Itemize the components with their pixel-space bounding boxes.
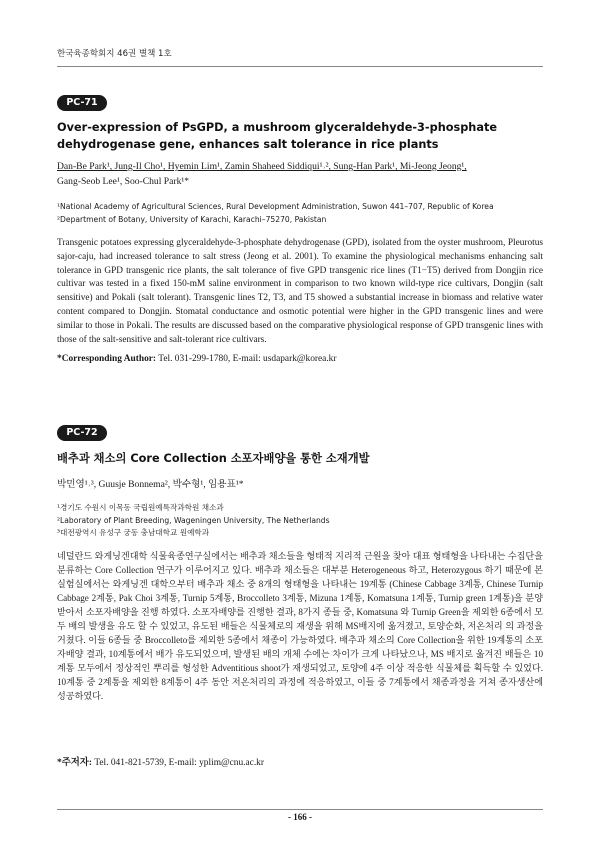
corresp-contact: Tel. 031-299-1780, E-mail: usdapark@korea.kr — [158, 354, 337, 364]
author-list — [57, 477, 543, 492]
authors-line: Gang-Seob Lee¹, Soo-Chul Park¹* — [57, 176, 190, 187]
affiliation: ¹National Academy of Agricultural Sciences, Rural Development Administration, Suwon 441–707, Republic of Korea — [57, 202, 494, 211]
journal-header: 한국육종학회지 46권 별책 1호 — [57, 49, 172, 59]
abstract-code-badge: PC-71 — [57, 95, 107, 111]
title-line: Over-expression of PsGPD, a mushroom glyceraldehyde-3-phosphate — [57, 121, 498, 134]
header-rule — [57, 66, 543, 67]
affiliation-list — [57, 502, 543, 540]
abstract-body: 네덜란드 와게닝겐대학 식물육종연구실에서는 배추과 채소들을 형태적 지리적 근원을 찾아 대표 형태형을 나타내는 수집단을 분류하는 Core Collection 연구가 이루어지고 있다. 배추과 채소들은 대부분 Heterogeneous 하고, Heterozygous 하기 때문에 본 실험실에서는 와게닝겐 대학으부터 배추과 채소 중 8개의 형태형을 나타내는 19계통 (Chinese Cabbage 3계통, Chinese Turnip Cabbage 2계통, Pak Choi 3계통, Turnip 5계통, Broccolleto 3계통, Mizuna 1계통, Komatsuna 1계통, Turnip green 1계통)을 분양 받아서 소포자배양을 진행 하였다. 소포자배양를 진행한 결과, 8가지 종들 중, Komatsuna 와 Turnip Green을 제외한 6종에서 모두 배의 발생을 유도 할 수 있었고, 유도된 배들은 식물체로의 재생을 위해 MS배지에 옮겨졌고, 토양순화, 저온처리 의 과정을 거쳤다. 이들 6종들 중 Broccolleto를 제외한 5종에서 채종이 가능하였다. 배추과 채소의 Core Collection을 위한 19계통의 소포자배양 결과, 10계통에서 배가 유도되었으며, 발생된 배의 개체 수에는 차이가 크게 나타났으나, MS 배지로 옮겨진 배들은 10계통 모두에서 정상적인 뿌리를 형성한 Adventitious shoot가 재생되었고, 토양에 4주 이상 적응한 식물체를 획득할 수 있었다. 10계통 중 2계통을 제외한 8계통이 4주 동안 저온처리의 과정에 적응하였고, 이들 중 7계통에서 채종과정을 거쳐 종자생산에 성공하였다. — [57, 551, 543, 701]
abstract-title — [57, 450, 547, 467]
affiliation-list — [57, 201, 543, 226]
authors-line: Dan-Be Park¹, Jung-Il Cho¹, Hyemin Lim¹, Zamin Shaheed Siddiqui¹˒², Sung-Han Park¹, Mi-Jeong Jeong¹, — [57, 161, 467, 172]
affiliation: ²Laboratory of Plant Breeding, Wageningen University, The Netherlands — [57, 515, 330, 525]
affiliation: ¹경기도 수원시 이목동 국립원예특작과학원 채소과 — [57, 503, 224, 512]
title-line: dehydrogenase gene, enhances salt tolerance in rice plants — [57, 138, 439, 151]
affiliation: ³대전광역시 유성구 궁동 충남대학교 원예학과 — [57, 528, 210, 537]
authors-line: 박민영¹˒³, Guusje Bonnema², 박수형¹, 임용표¹* — [57, 479, 244, 490]
corresponding-author — [57, 754, 543, 768]
page-number: - 166 - — [288, 812, 312, 822]
abstract-body: Transgenic potatoes expressing glyceraldehyde-3-phosphate dehydrogenase (GPD), isolated from the oyster mushroom, Pleurotus sajor-caju, had increased tolerance to salt stress (Jeong et al. 2001). To examine the physiological mechanisms enhancing salt tolerance in GPD transgenic rice plants, the salt tolerance of five GPD transgenic rice lines (T1−T5) derived from Dongjin rice cultivar was tested in a fixed 150-mM saline environment in comparison to two known wild-type rice cultivars, Dongjin (salt sensitive) and Pokali (salt tolerant). Transgenic lines T2, T3, and T5 showed a substantial increase in biomass and relative water content compared to Dongjin. Stomatal conductance and osmotic potential were higher in the GPD transgenic lines and were similar to those in Pokali. The results are discussed based on the comparative physiological response of GPD transgenic lines with those of the salt-sensitive and salt-tolerant rice cultivars. — [57, 238, 543, 345]
corresponding-author — [57, 354, 543, 364]
corresp-contact: Tel. 041-821-5739, E-mail: yplim@cnu.ac.kr — [94, 758, 264, 768]
corresp-label: *Corresponding Author: — [57, 354, 157, 364]
abstract-code-badge: PC-72 — [57, 425, 107, 441]
footer-rule — [57, 809, 543, 810]
author-list — [57, 159, 543, 189]
affiliation: ²Department of Botany, University of Karachi, Karachi–75270, Pakistan — [57, 214, 327, 224]
corresp-label: *주저자: — [57, 758, 92, 768]
title-line: 배추과 채소의 Core Collection 소포자배양을 통한 소재개발 — [57, 452, 370, 465]
abstract-title — [57, 119, 547, 153]
